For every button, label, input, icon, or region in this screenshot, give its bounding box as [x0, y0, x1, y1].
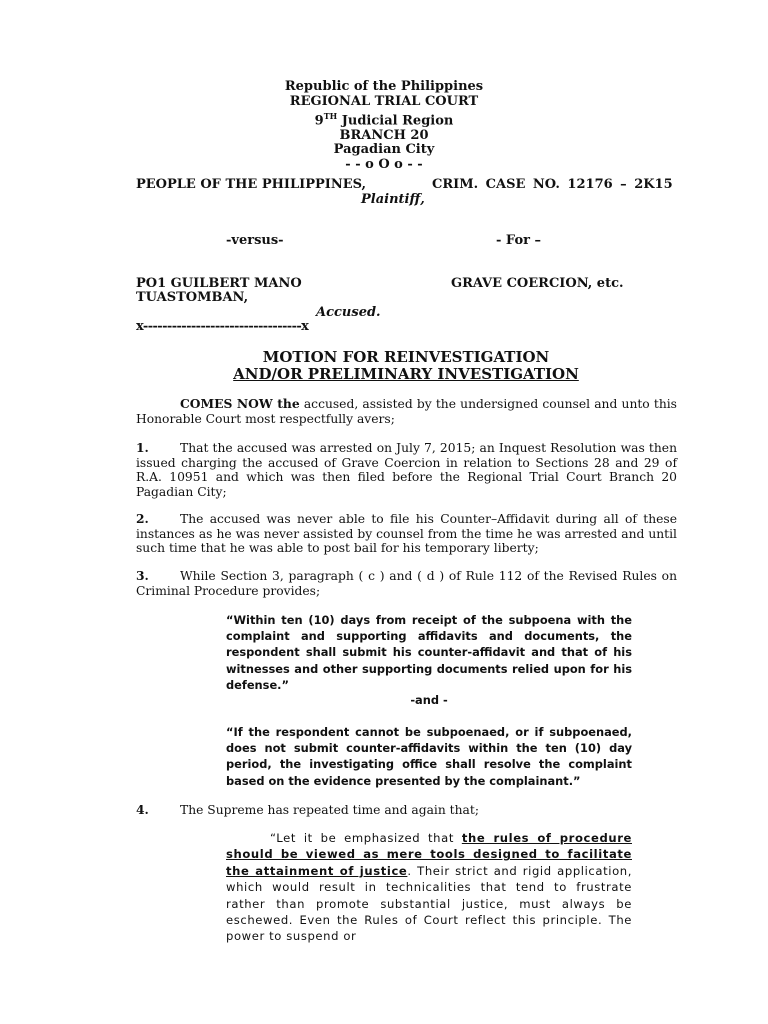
- plaintiff-name: PEOPLE OF THE PHILIPPINES,: [136, 177, 367, 192]
- motion-title: [0, 349, 768, 383]
- offense: GRAVE COERCION, etc.: [451, 276, 624, 291]
- intro-text: accused, assisted by the undersigned counsel and unto this Honorable Court most respectfully avers;: [136, 397, 677, 426]
- quote-rule-112-d: “If the respondent cannot be subpoenaed, or if subpoenaed, does not submit counter-affidavits within the ten (10) day period, the investigating office shall resolve the complaint based on the evidence presented by the complainant.”: [226, 725, 632, 788]
- versus-label: -versus-: [226, 233, 284, 248]
- paragraph-1-number: 1.: [136, 440, 149, 455]
- accused-role: Accused.: [316, 305, 381, 320]
- accused-name-line2: TUASTOMBAN,: [136, 290, 249, 305]
- header-branch: BRANCH 20: [339, 127, 429, 143]
- intro-paragraph: [136, 397, 677, 426]
- quote-rule-112-c: “Within ten (10) days from receipt of the subpoena with the complaint and supporting affidavits and documents, the respondent shall submit his counter-affidavit and that of his witnesses and other supporting documents relied upon for his defense.”: [226, 613, 632, 692]
- header-divider: - - o O o - -: [345, 156, 423, 172]
- paragraph-3-number: 3.: [136, 568, 149, 583]
- quote3-rest: . Their strict and rigid application, which would result in technicalities that tend to frustrate rather than promote substantial justice, must always be eschewed. Even the Rules of Court reflect this principle. The power to suspend or: [226, 863, 633, 944]
- for-label: - For –: [496, 233, 541, 248]
- quote3-lead: “Let it be emphasized that: [270, 831, 462, 845]
- title-line1: MOTION FOR REINVESTIGATION: [262, 348, 550, 366]
- supreme-court-quote: [226, 830, 632, 945]
- title-line2: AND/OR PRELIMINARY INVESTIGATION: [233, 365, 579, 383]
- caption-rule: x---------------------------------x: [136, 319, 309, 334]
- quote3-emphasis: the rules of procedure should be viewed as mere tools designed to facilitate the attainment of justice: [226, 831, 632, 878]
- court-header: [0, 80, 768, 172]
- plaintiff-role: Plaintiff,: [361, 192, 425, 207]
- paragraph-4-number: 4.: [136, 802, 149, 817]
- quote-and-separator: -and -: [410, 693, 448, 707]
- paragraph-4: [136, 803, 677, 818]
- paragraph-1-text: That the accused was arrested on July 7, 2015; an Inquest Resolution was then issued charging the accused of Grave Coercion in relation to Sections 28 and 29 of R.A. 10951 and which was then filed before the Regional Trial Court Branch 20 Pagadian City;: [136, 441, 677, 499]
- header-republic: Republic of the Philippines: [284, 79, 484, 94]
- header-region: 9TH Judicial Region: [314, 111, 454, 129]
- accused-name-line1: PO1 GUILBERT MANO: [136, 276, 302, 291]
- case-number: CRIM. CASE NO. 12176 – 2K15: [432, 177, 673, 192]
- header-city: Pagadian City: [333, 142, 435, 158]
- intro-bold: COMES NOW the: [180, 396, 300, 411]
- paragraph-1: [136, 441, 677, 499]
- paragraph-3-text: While Section 3, paragraph ( c ) and ( d ) of Rule 112 of the Revised Rules on Criminal Procedure provides;: [136, 569, 677, 598]
- paragraph-2-number: 2.: [136, 511, 149, 526]
- paragraph-2: [136, 512, 677, 556]
- header-court: REGIONAL TRIAL COURT: [289, 93, 479, 109]
- paragraph-2-text: The accused was never able to file his Counter–Affidavit during all of these instances as he was never assisted by counsel from the time he was arrested and until such time that he was able to post bail for his temporary liberty;: [136, 512, 677, 555]
- paragraph-4-text: The Supreme has repeated time and again that;: [180, 803, 479, 817]
- paragraph-3: [136, 569, 677, 598]
